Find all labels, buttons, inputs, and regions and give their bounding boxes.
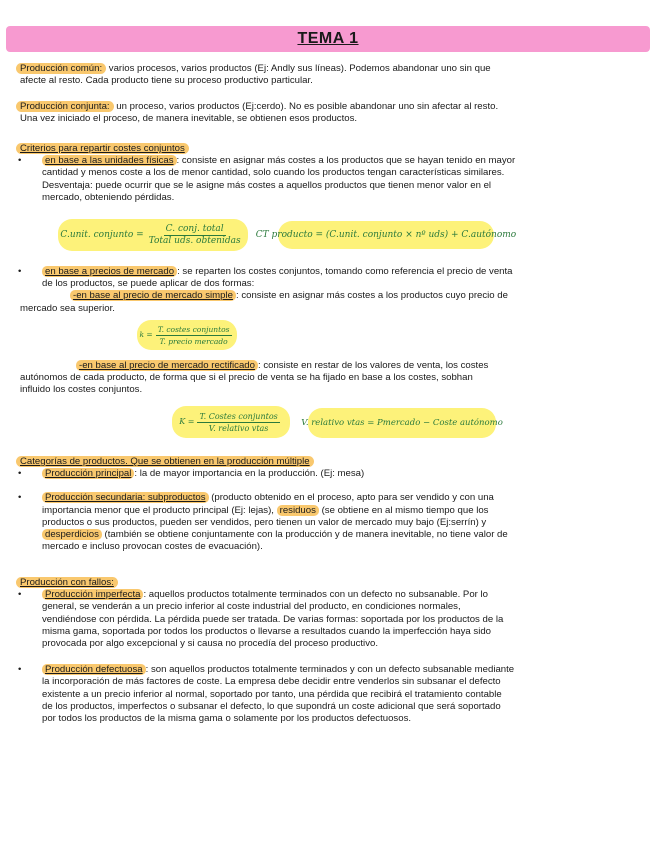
text: por todos los productos de la misma gama o solamente por los productos defectuosos. — [42, 713, 412, 725]
text: provocada por algo excepcional y si causa no procedía del proceso productivo. — [42, 638, 378, 650]
formula-lhs: C.unit. conjunto = — [60, 229, 144, 240]
formula-lhs: k = — [139, 329, 153, 339]
formula-text: V. relativo vtas = Pmercado − Coste autónomo — [301, 417, 503, 428]
formula-denominator: Total uds. obtenidas — [148, 235, 241, 246]
text: influido los costes conjuntos. — [20, 384, 143, 396]
text: cantidad y menos coste a los de menor cantidad, solo cuando los productos tengan características similares. — [42, 167, 505, 179]
label-precios-mercado: en base a precios de mercado — [42, 266, 177, 277]
formula-denominator: V. relativo vtas — [208, 423, 269, 433]
text: un proceso, varios productos (Ej:cerdo). No es posible abandonar uno sin afectar al resto. — [113, 101, 499, 112]
formula-k-rectificado — [172, 406, 290, 438]
text: : aquellos productos totalmente terminados con un defecto no subsanable. Por lo — [143, 589, 488, 601]
text: (se obtiene en al mismo tiempo que los — [318, 504, 489, 516]
text: : se reparten los costes conjuntos, tomando como referencia el precio de venta — [177, 266, 513, 277]
formula-k-simple — [137, 320, 237, 350]
text: de los productos, imperfectos o subsanar el defecto, lo que supondrá un coste adicional que será soportado — [42, 700, 501, 712]
text: existente a un precio inferior al normal, soportado por tanto, una pérdida que recibirá el tratamiento contable — [42, 688, 502, 700]
bullet: • — [18, 468, 22, 480]
label-desperdicios: desperdicios — [42, 529, 102, 540]
formula-fraction — [197, 411, 279, 434]
title-bar — [6, 26, 650, 52]
section-produccion-comun — [20, 63, 620, 87]
label-produccion-defectuosa: Producción defectuosa — [42, 664, 146, 675]
bullet: • — [18, 155, 22, 167]
formula-numerator: T. Costes conjuntos — [199, 411, 278, 421]
text: vendiéndose con pérdida. La pérdida puede ser tratada. De varias formas: soportada por los productos de la — [42, 613, 504, 625]
text: (producto obtenido en el proceso, apto para ser vendido y con una — [208, 492, 494, 504]
heading-produccion-fallos: Producción con fallos: — [16, 577, 118, 588]
text: productos o sus productos, pueden ser vendidos, pero tienen un valor de mercado muy bajo (Ej:serrín) y — [42, 516, 487, 528]
text: mercado, obteniendo pérdidas. — [42, 191, 175, 203]
formula-valor-relativo — [301, 408, 503, 438]
text: general, se venderán a un precio inferior al coste industrial del producto, en condiciones normales, — [42, 601, 461, 613]
section-mercado-rectificado — [20, 360, 620, 397]
section-produccion-fallos — [20, 577, 620, 725]
bullet: • — [18, 492, 22, 504]
label-mercado-rectificado: -en base al precio de mercado rectificado — [76, 360, 258, 371]
formula-text: CT producto = (C.unit. conjunto × nº uds) + C.autónomo — [255, 229, 517, 240]
text: mercado e incluso provocan costes de evacuación). — [42, 541, 263, 553]
bullet: • — [18, 589, 22, 601]
text: varios procesos, varios productos (Ej: Andly sus líneas). Podemos abandonar uno sin que — [106, 63, 491, 74]
label-mercado-simple: -en base al precio de mercado simple — [70, 290, 236, 301]
formula-numerator: C. conj. total — [165, 223, 224, 234]
heading-criterios: Criterios para repartir costes conjuntos — [16, 143, 189, 154]
text: mercado sea superior. — [20, 302, 115, 314]
text: Desventaja: puede ocurrir que se le asigne más costes a aquellos productos que tienen menor valor en el — [42, 179, 492, 191]
section-produccion-conjunta — [20, 101, 620, 125]
text: Una vez iniciado el proceso, de manera inevitable, se obtienen esos productos. — [20, 113, 358, 125]
label-produccion-conjunta: Producción conjunta: — [16, 101, 114, 112]
text: misma gama, soportada por todos los productos o llevarse a resultados cuando la imperfección haya sido — [42, 625, 492, 637]
formula-lhs: K = — [179, 416, 195, 426]
label-produccion-secundaria: Producción secundaria: subproductos — [42, 492, 209, 503]
text: : consiste en asignar más costes a los productos cuyo precio de — [235, 290, 508, 302]
formula-fraction — [147, 224, 243, 247]
text: la incorporación de más factores de coste. La empresa debe decidir entre venderlos sin subsanar el defecto — [42, 676, 501, 688]
formula-coste-unitario — [58, 219, 248, 251]
formula-numerator: T. costes conjuntos — [157, 324, 230, 334]
text: importancia menor que el producto principal (Ej: lejas), — [42, 504, 277, 516]
page-title: TEMA 1 — [297, 30, 359, 47]
bullet: • — [18, 266, 22, 277]
label-produccion-imperfecta: Producción imperfecta — [42, 589, 143, 600]
text: de los productos, se puede aplicar de dos formas: — [42, 278, 255, 290]
formula-coste-producto — [255, 221, 517, 249]
text: : consiste en asignar más costes a los productos que se hayan tenido en mayor — [176, 155, 516, 167]
label-residuos: residuos — [277, 505, 319, 516]
section-criterios — [20, 143, 620, 204]
text: : son aquellos productos totalmente terminados y con un defecto subsanable mediante — [145, 664, 515, 676]
heading-categorias: Categorías de productos. Que se obtienen en la producción múltiple — [16, 456, 314, 467]
bullet: • — [18, 664, 22, 676]
text: autónomos de cada producto, de forma que si el precio de venta se ha fijado en base a los costes, sobhan — [20, 372, 473, 384]
label-produccion-comun: Producción común: — [16, 63, 106, 74]
text: : la de mayor importancia en la producción. (Ej: mesa) — [134, 468, 365, 480]
label-unidades-fisicas: en base a las unidades físicas — [42, 155, 177, 166]
label-produccion-principal: Producción principal — [42, 468, 134, 479]
formula-denominator: T. precio mercado — [159, 336, 228, 346]
section-categorias — [20, 456, 620, 553]
text: : consiste en restar de los valores de venta, los costes — [257, 360, 489, 371]
formula-fraction — [156, 324, 232, 347]
text: afecte al resto. Cada producto tiene su proceso productivo particular. — [20, 75, 313, 87]
text: (también se obtiene conjuntamente con la producción y de manera inevitable, no tiene valor de — [101, 529, 508, 541]
section-precios-mercado — [20, 266, 620, 315]
